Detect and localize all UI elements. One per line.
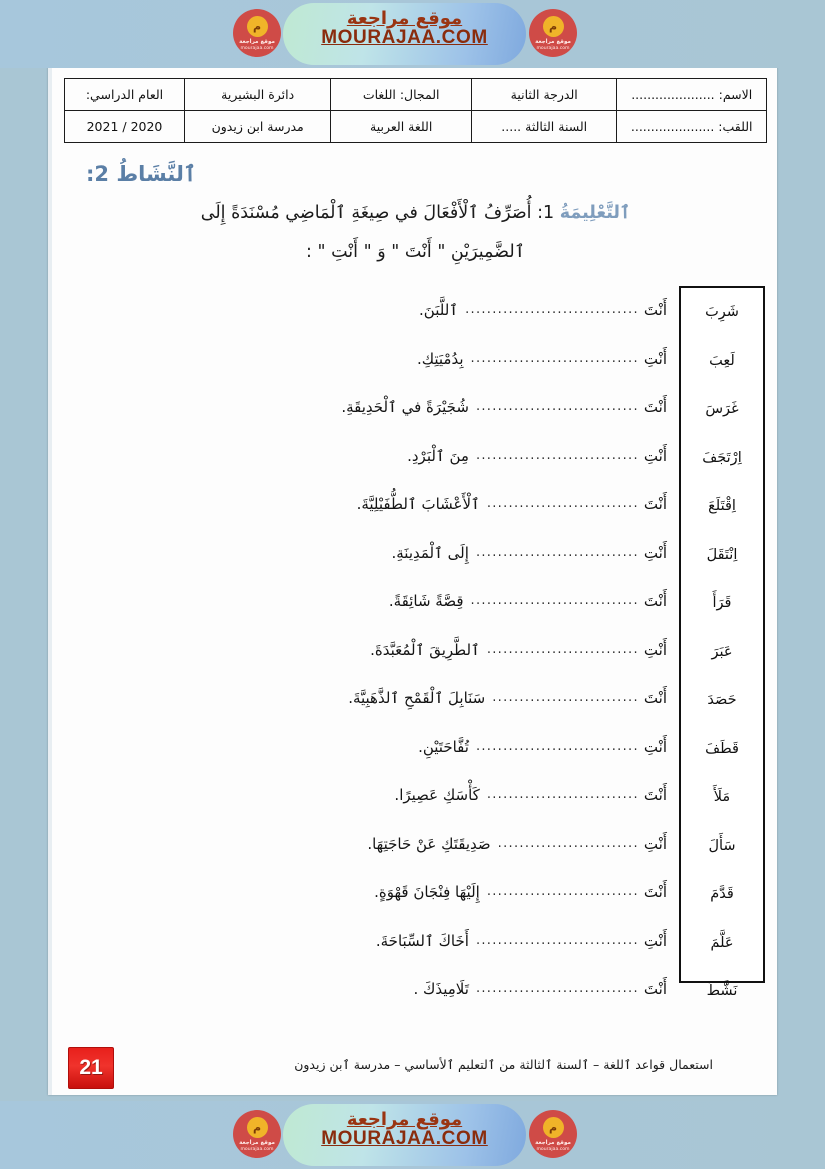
watermark-pill — [283, 3, 526, 65]
answer-blank-line[interactable]: .............................. — [475, 544, 639, 560]
footer-source-text: استعمال قواعد ٱللغة – ٱلسنة ٱلثالثة من ٱلتعليم ٱلأساسي – مدرسة ٱبن زيدون — [294, 1057, 713, 1072]
logo-subtext — [233, 1140, 281, 1153]
instruction-tag: ٱلتَّعْلِيمَةُ — [559, 203, 631, 223]
answer-blank-line[interactable]: .............................. — [475, 932, 639, 948]
logo-subtext-url: mourajaa.com — [240, 1146, 274, 1152]
cell-level: السنة الثالثة ..... — [471, 111, 616, 143]
answer-row — [64, 868, 667, 917]
verb-item: قَرَأَ — [712, 595, 732, 611]
answer-row — [64, 383, 667, 432]
answer-pronoun: أَنْتَ — [643, 883, 667, 901]
watermark-logo-left — [233, 1110, 281, 1158]
answer-sentence-remainder: كَأْسَكِ عَصِيرًا. — [394, 786, 480, 804]
logo-subtext-arabic: موقع مراجعة — [535, 39, 571, 45]
answer-pronoun: أَنْتَ — [643, 495, 667, 513]
page-footer — [64, 1047, 761, 1087]
activity-title: ٱلنَّشَاطُ 2: — [86, 162, 197, 186]
verb-list-box — [679, 286, 765, 999]
answer-row — [64, 820, 667, 869]
answer-sentence-remainder: أَخَاكَ ٱلسِّبَاحَةَ. — [375, 931, 469, 950]
logo-subtext — [529, 1140, 577, 1153]
answer-sentence-remainder: مِنَ ٱلْبَرْدِ. — [407, 446, 469, 465]
answer-sentence-remainder: تُفَّاحَتَيْنِ. — [418, 737, 469, 756]
answer-blank-line[interactable]: ............................... — [470, 350, 639, 366]
answer-sentence-remainder: شُجَيْرَةً في ٱلْحَدِيقَةِ. — [341, 398, 469, 416]
cell-field: المجال: اللغات — [331, 79, 472, 111]
answer-pronoun: أَنْتِ — [643, 543, 667, 562]
logo-subtext-arabic: موقع مراجعة — [535, 1140, 571, 1146]
logo-subtext-url: mourajaa.com — [536, 45, 570, 51]
answer-sentence-remainder: إِلَيْهَا فِنْجَانَ قَهْوَةٍ. — [374, 883, 480, 901]
logo-mark-icon: م — [247, 16, 268, 37]
answer-blank-line[interactable]: ............................ — [486, 496, 639, 511]
watermark-text — [283, 9, 526, 49]
watermark-url-label: MOURAJAA.COM — [321, 1128, 488, 1150]
student-identity-table — [64, 78, 767, 143]
logo-mark-icon: م — [543, 16, 564, 37]
answer-pronoun: أَنْتَ — [643, 689, 667, 707]
cell-student-surname: اللقب: ..................... — [617, 111, 767, 143]
answer-pronoun: أَنْتَ — [643, 301, 667, 319]
verb-item: عَبَرَ — [711, 643, 733, 660]
page-number-badge: 21 — [68, 1047, 114, 1089]
answer-blank-line[interactable]: ........................... — [492, 690, 639, 705]
answer-blank-line[interactable]: .............................. — [475, 738, 639, 754]
cell-school-year-label: العام الدراسي: — [65, 79, 185, 111]
logo-subtext — [529, 39, 577, 52]
answer-row — [64, 286, 667, 335]
verb-item: قَطَفَ — [705, 740, 739, 757]
logo-subtext-arabic: موقع مراجعة — [239, 1140, 275, 1146]
answer-pronoun: أَنْتَ — [643, 786, 667, 804]
cell-school: مدرسة ابن زيدون — [185, 111, 331, 143]
answer-blank-line[interactable]: .............................. — [475, 447, 639, 463]
verb-item: اِقْتَلَعَ — [708, 498, 736, 514]
worksheet-content — [64, 154, 767, 999]
answer-sentence-remainder: قِصَّةً شَائِقَةً. — [388, 592, 464, 610]
watermark-logo-right — [529, 1110, 577, 1158]
logo-mark-icon: م — [543, 1117, 564, 1138]
watermark-pill — [283, 1104, 526, 1166]
answer-sentence-remainder: سَنَابِلَ ٱلْقَمْحِ ٱلذَّهَبِيَّةَ. — [348, 689, 486, 707]
answer-pronoun: أَنْتِ — [643, 349, 667, 368]
answer-sentence-remainder: ٱللَّبَنَ. — [419, 301, 459, 319]
verb-item: اِنْتَقَلَ — [706, 546, 738, 563]
verb-item: مَلَأَ — [713, 789, 731, 805]
verb-item: نَشَّطَ — [706, 983, 738, 999]
answer-pronoun: أَنْتَ — [643, 980, 667, 998]
answer-pronoun: أَنْتَ — [643, 398, 667, 416]
answer-blank-line[interactable]: .......................... — [497, 835, 639, 851]
answer-row — [64, 917, 667, 966]
logo-subtext-url: mourajaa.com — [240, 45, 274, 51]
answer-row — [64, 723, 667, 772]
answer-sentence-remainder: ٱلْأَعْشَابَ ٱلطُّفَيْلِيَّةَ. — [356, 495, 480, 513]
verb-item: سَأَلَ — [708, 837, 736, 854]
answer-blank-line[interactable]: ............................... — [470, 593, 639, 608]
answer-pronoun: أَنْتِ — [643, 931, 667, 950]
watermark-logo-left — [233, 9, 281, 57]
answer-row — [64, 771, 667, 820]
answer-blank-line[interactable]: ................................ — [465, 302, 639, 317]
cell-subject: اللغة العربية — [331, 111, 472, 143]
watermark-logo-right — [529, 9, 577, 57]
cell-student-name: الاسم: ..................... — [617, 79, 767, 111]
answer-pronoun: أَنْتِ — [643, 446, 667, 465]
answer-sentence-remainder: تَلَامِيذَكَ . — [413, 980, 469, 998]
answer-row — [64, 529, 667, 578]
verb-item: حَصَدَ — [707, 692, 737, 708]
answer-row — [64, 965, 667, 1014]
watermark-text — [283, 1110, 526, 1150]
answer-row — [64, 674, 667, 723]
watermark-band-bottom — [0, 1101, 825, 1169]
cell-school-year-value: 2020 / 2021 — [65, 111, 185, 143]
table-row — [65, 79, 767, 111]
answer-blank-line[interactable]: ............................ — [486, 641, 639, 657]
answer-row — [64, 432, 667, 481]
worksheet-page — [48, 58, 777, 1095]
answer-row — [64, 480, 667, 529]
answer-row — [64, 626, 667, 675]
logo-subtext-url: mourajaa.com — [536, 1146, 570, 1152]
logo-subtext-arabic: موقع مراجعة — [239, 39, 275, 45]
watermark-band-top — [0, 0, 825, 68]
watermark-arabic-label: موقع مراجعة — [346, 1109, 463, 1130]
answer-sentence-remainder: صَدِيقَتَكِ عَنْ حَاجَتِهَا. — [367, 834, 491, 853]
answer-sentence-remainder: بِدُمْيَتِكِ. — [416, 349, 464, 368]
watermark-url-label: MOURAJAA.COM — [321, 27, 488, 49]
answer-sentence-remainder: ٱلطَّرِيقَ ٱلْمُعَبَّدَةَ. — [370, 640, 480, 659]
answer-pronoun: أَنْتِ — [643, 640, 667, 659]
answer-pronoun: أَنْتَ — [643, 592, 667, 610]
instruction-number: 1 — [543, 203, 555, 223]
verb-item: شَرِبَ — [705, 304, 739, 320]
answer-sentence-remainder: إِلَى ٱلْمَدِينَةِ. — [391, 543, 469, 562]
page-edge-rule — [48, 58, 52, 1095]
answer-pronoun: أَنْتِ — [643, 834, 667, 853]
answer-lines-list — [64, 286, 667, 1014]
logo-mark-icon: م — [247, 1117, 268, 1138]
verb-item: قَدَّمَ — [710, 886, 734, 902]
instruction-line-2: ٱلضَّمِيرَيْنِ " أَنْتَ " وَ " أَنْتِ " : — [306, 242, 525, 262]
verb-item: لَعِبَ — [709, 352, 735, 369]
answer-blank-line[interactable]: .............................. — [475, 981, 639, 996]
instruction-text: : أُصَرِّفُ ٱلْأَفْعَالَ في صِيغَةِ ٱلْمَاضِي مُسْنَدَةً إِلَى — [200, 203, 544, 223]
exercise-area — [64, 286, 767, 999]
logo-subtext — [233, 39, 281, 52]
answer-row — [64, 577, 667, 626]
table-row — [65, 111, 767, 143]
verb-item: غَرَسَ — [705, 401, 739, 417]
answer-blank-line[interactable]: ............................ — [486, 884, 639, 899]
cell-grade: الدرجة الثانية — [471, 79, 616, 111]
answer-blank-line[interactable]: ............................ — [486, 787, 639, 802]
instruction-line-1 — [64, 196, 767, 231]
verb-item: عَلَّمَ — [710, 934, 734, 951]
answer-pronoun: أَنْتِ — [643, 737, 667, 756]
answer-blank-line[interactable]: .............................. — [475, 399, 639, 414]
verb-item: اِرْتَجَفَ — [702, 449, 742, 466]
answer-row — [64, 335, 667, 384]
watermark-arabic-label: موقع مراجعة — [346, 8, 463, 29]
cell-district: دائرة البشيرية — [185, 79, 331, 111]
